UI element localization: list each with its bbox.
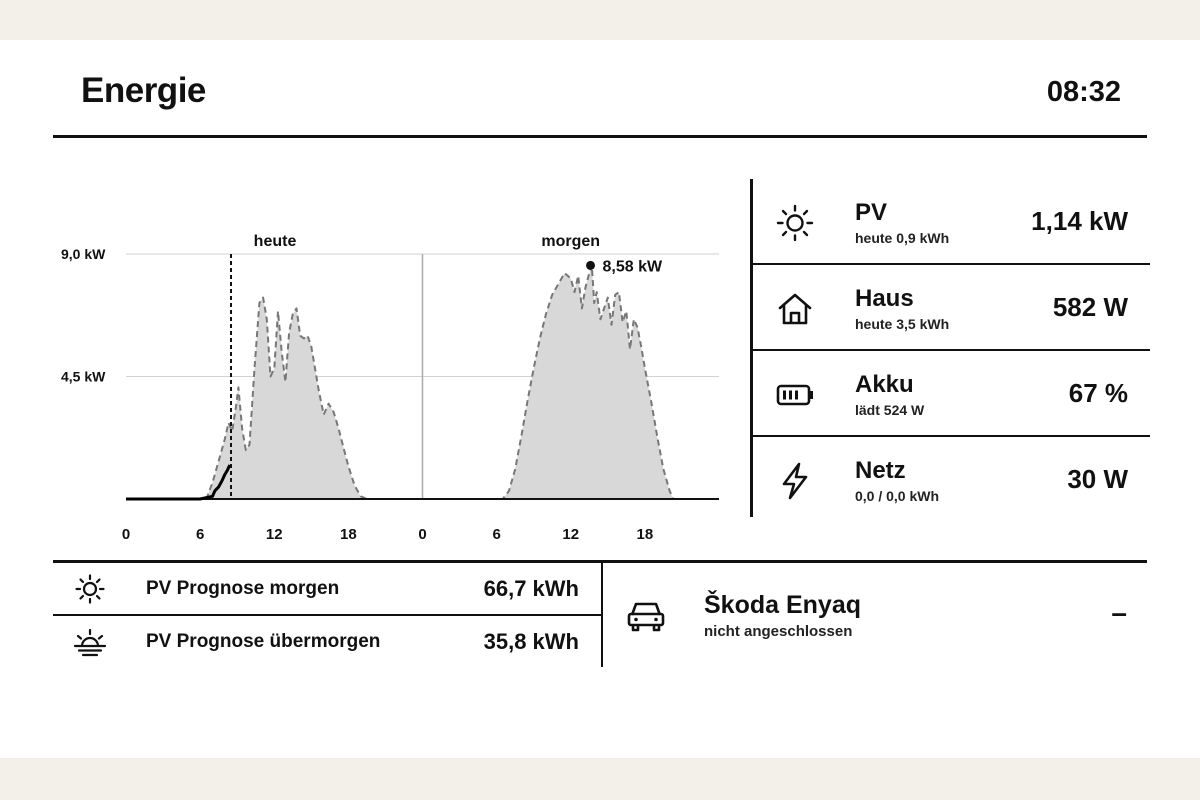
stat-haus-sub: heute 3,5 kWh bbox=[855, 316, 950, 332]
stat-haus[interactable] bbox=[753, 265, 1150, 351]
forecast-panel bbox=[53, 563, 603, 667]
house-icon bbox=[775, 289, 815, 329]
stats-panel bbox=[750, 179, 1150, 517]
forecast-row-uebermorgen[interactable] bbox=[53, 616, 601, 667]
x-tick-label-4: 0 bbox=[418, 526, 427, 543]
stat-akku[interactable] bbox=[753, 351, 1150, 437]
clock: 08:32 bbox=[1046, 76, 1121, 108]
energy-chart bbox=[53, 210, 733, 550]
x-tick-label-1: 6 bbox=[195, 526, 205, 543]
stat-netz-label: Netz bbox=[855, 457, 906, 484]
forecast-row-morgen[interactable] bbox=[53, 563, 601, 616]
bottom-section bbox=[53, 560, 1147, 667]
stat-netz[interactable] bbox=[753, 437, 1150, 521]
forecast-morgen-value: 66,7 kWh bbox=[483, 576, 579, 601]
stat-pv-label: PV bbox=[855, 199, 888, 226]
day-label-0: heute bbox=[253, 233, 297, 250]
stat-pv-sub: heute 0,9 kWh bbox=[855, 230, 950, 246]
forecast-uebermorgen-label: PV Prognose übermorgen bbox=[146, 631, 381, 652]
page-title: Energie bbox=[81, 71, 206, 110]
forecast-uebermorgen-value: 35,8 kWh bbox=[483, 629, 579, 654]
stat-pv[interactable] bbox=[753, 179, 1150, 265]
x-tick-label-3: 18 bbox=[340, 526, 357, 543]
x-tick-label-0: 0 bbox=[121, 526, 131, 543]
stat-akku-value: 67 % bbox=[1068, 378, 1128, 408]
sunrise-icon bbox=[73, 627, 107, 657]
peak-dot bbox=[586, 261, 595, 270]
car-icon bbox=[625, 595, 667, 635]
vehicle-status: nicht angeschlossen bbox=[704, 623, 853, 640]
stat-netz-value: 30 W bbox=[1067, 464, 1128, 494]
vehicle-name: Škoda Enyaq bbox=[704, 591, 861, 619]
stat-akku-sub: lädt 524 W bbox=[855, 402, 925, 418]
header bbox=[53, 71, 1147, 138]
y-tick-label-0: 9,0 kW bbox=[61, 246, 106, 262]
x-tick-label-5: 6 bbox=[492, 526, 501, 543]
day-label-1: morgen bbox=[541, 233, 601, 250]
stat-akku-label: Akku bbox=[855, 371, 914, 398]
stat-haus-label: Haus bbox=[855, 285, 914, 312]
y-tick-label-1: 4,5 kW bbox=[61, 368, 106, 385]
x-tick-label-2: 12 bbox=[265, 526, 283, 543]
stat-pv-value: 1,14 kW bbox=[1031, 206, 1128, 236]
vehicle-panel[interactable] bbox=[603, 563, 1147, 667]
vehicle-value: – bbox=[1111, 597, 1127, 628]
sun-icon bbox=[73, 574, 107, 604]
forecast-morgen-label: PV Prognose morgen bbox=[146, 578, 340, 599]
lightning-icon bbox=[775, 461, 815, 501]
x-tick-label-6: 12 bbox=[562, 526, 580, 543]
stat-netz-sub: 0,0 / 0,0 kWh bbox=[855, 488, 940, 504]
x-tick-label-7: 18 bbox=[636, 526, 654, 543]
battery-icon bbox=[775, 375, 815, 415]
peak-label: 8,58 kW bbox=[602, 258, 663, 276]
sun-icon bbox=[775, 203, 815, 243]
stat-haus-value: 582 W bbox=[1052, 292, 1128, 322]
